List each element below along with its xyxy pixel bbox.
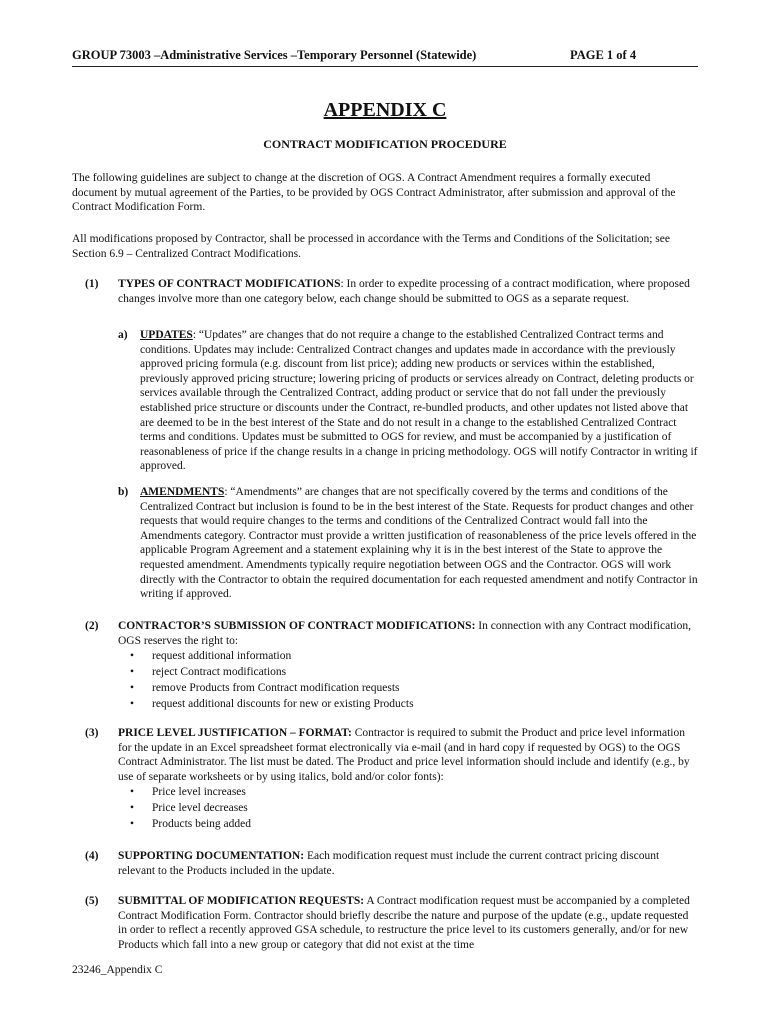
section-text: : In order to expedite processing of a contract modification, where proposed changes involve more than one category below, each change should be submitted to OGS as a separate request. [118,278,690,305]
section-heading: PRICE LEVEL JUSTIFICATION – FORMAT: [118,727,352,739]
subsection-body [140,328,700,474]
subsection-b-amendments [118,485,702,602]
subsection-a-updates [118,328,702,474]
section-body [118,277,698,306]
appendix-title: APPENDIX C [323,99,447,121]
bullet-list [118,649,698,712]
header-group-title: GROUP 73003 –Administrative Services –Temporary Personnel (Statewide) [72,48,477,62]
section-heading: SUPPORTING DOCUMENTATION: [118,850,305,862]
list-item: • request additional discounts for new or existing Products [118,697,698,713]
section-number: (1) [85,278,99,290]
list-item: • remove Products from Contract modification requests [118,681,698,697]
section-body [118,849,698,878]
intro-paragraph-2: All modifications proposed by Contractor, shall be processed in accordance with the Terms and Conditions of the Solicitation; see Section 6.9 – Centralized Contract Modifications. [72,233,670,260]
list-item: • Price level increases [118,785,698,801]
section-2 [72,619,702,712]
page-footer: 23246_Appendix C [72,964,163,976]
section-number: (4) [85,850,99,862]
bullet-list [118,785,698,832]
section-number: (3) [85,727,99,739]
section-5 [72,894,702,952]
subsection-heading: AMENDMENTS [140,486,225,498]
list-item: • reject Contract modifications [118,665,698,681]
section-heading: TYPES OF CONTRACT MODIFICATIONS [118,278,341,290]
appendix-subtitle: CONTRACT MODIFICATION PROCEDURE [263,137,507,151]
subsection-heading: UPDATES [140,329,193,341]
section-body [118,619,698,712]
section-text: In connection with any Contract modification, OGS reserves the right to: [118,620,691,647]
section-text: Each modification request must include the current contract pricing discount relevant to the Products included in the update. [118,850,660,877]
section-number: (5) [85,895,99,907]
list-item: • request additional information [118,649,698,665]
section-body [118,726,698,833]
section-3 [72,726,702,833]
list-item: • Price level decreases [118,801,698,817]
section-heading: SUBMITTAL OF MODIFICATION REQUESTS: [118,895,365,907]
header-page-number: PAGE 1 of 4 [570,48,637,62]
subsection-text: : “Amendments” are changes that are not specifically covered by the terms and conditions of the Centralized Contract but inclusion is found to be in the best interest of the State. Requests for product changes and other requests that would require changes to the terms and conditions of the Centralized Contract would fall into the Amendments category. Contractor must provide a written justification of reasonableness of the price levels offered in the applicable Program Agreement and a statement explaining why it is in the best interest of the State to approve the requested amendment. Amendments typically require negotiation between OGS and the Contractor. OGS will work directly with the Contractor to obtain the required documentation for each requested amendment and notify Contractor in writing if approved. [140,486,698,601]
subsection-text: : “Updates” are changes that do not require a change to the established Centralized Contract terms and conditions. Updates may include: Centralized Contract changes and updates made in accordance with the previously approved pricing formula (e.g. discount from list price); adding new products or services within the established, previously approved pricing structure; lowering pricing of products or services already on Contract, deleting products or services available through the Centralized Contract, adding product or service that do not fall under the previously established price structure or discounts under the Contract, re-bundled products, and other updates not listed above that are deemed to be in the best interest of the State and do not result in a change to the established Centralized Contract terms and conditions. Updates must be submitted to OGS for review, and must be accompanied by a justification of reasonableness of price if the change results in a change in pricing methodology. OGS will notify Contractor in writing if approved. [140,329,698,473]
section-number: (2) [85,620,99,632]
page-header [72,44,698,67]
subsection-letter: b) [118,486,129,498]
section-text: A Contract modification request must be accompanied by a completed Contract Modification Form. Contractor should briefly describe the nature and purpose of the update (e.g., update requested in order to reflect a recently approved GSA schedule, to restructure the price level to its customers generally, and/or for new Products which fall into a new group or category that did not exist at the time [118,895,690,951]
subsection-letter: a) [118,329,128,341]
section-text: Contractor is required to submit the Product and price level information for the update in an Excel spreadsheet format electronically via e-mail (and in hard copy if requested by OGS) to the OGS Contract Administrator. The list must be dated. The Product and price level information should include and identify (e.g., by use of separate worksheets or by using italics, bold and/or color fonts): [118,727,690,783]
section-4 [72,849,702,878]
section-body [118,894,698,952]
section-heading: CONTRACTOR’S SUBMISSION OF CONTRACT MODIFICATIONS: [118,620,476,632]
subsection-body [140,485,700,602]
section-1 [72,277,702,306]
intro-paragraph-1: The following guidelines are subject to change at the discretion of OGS. A Contract Amendment requires a formally executed document by mutual agreement of the Parties, to be provided by OGS Contract Administrator, after submission and approval of the Contract Modification Form. [72,172,676,214]
list-item: • Products being added [118,817,698,833]
